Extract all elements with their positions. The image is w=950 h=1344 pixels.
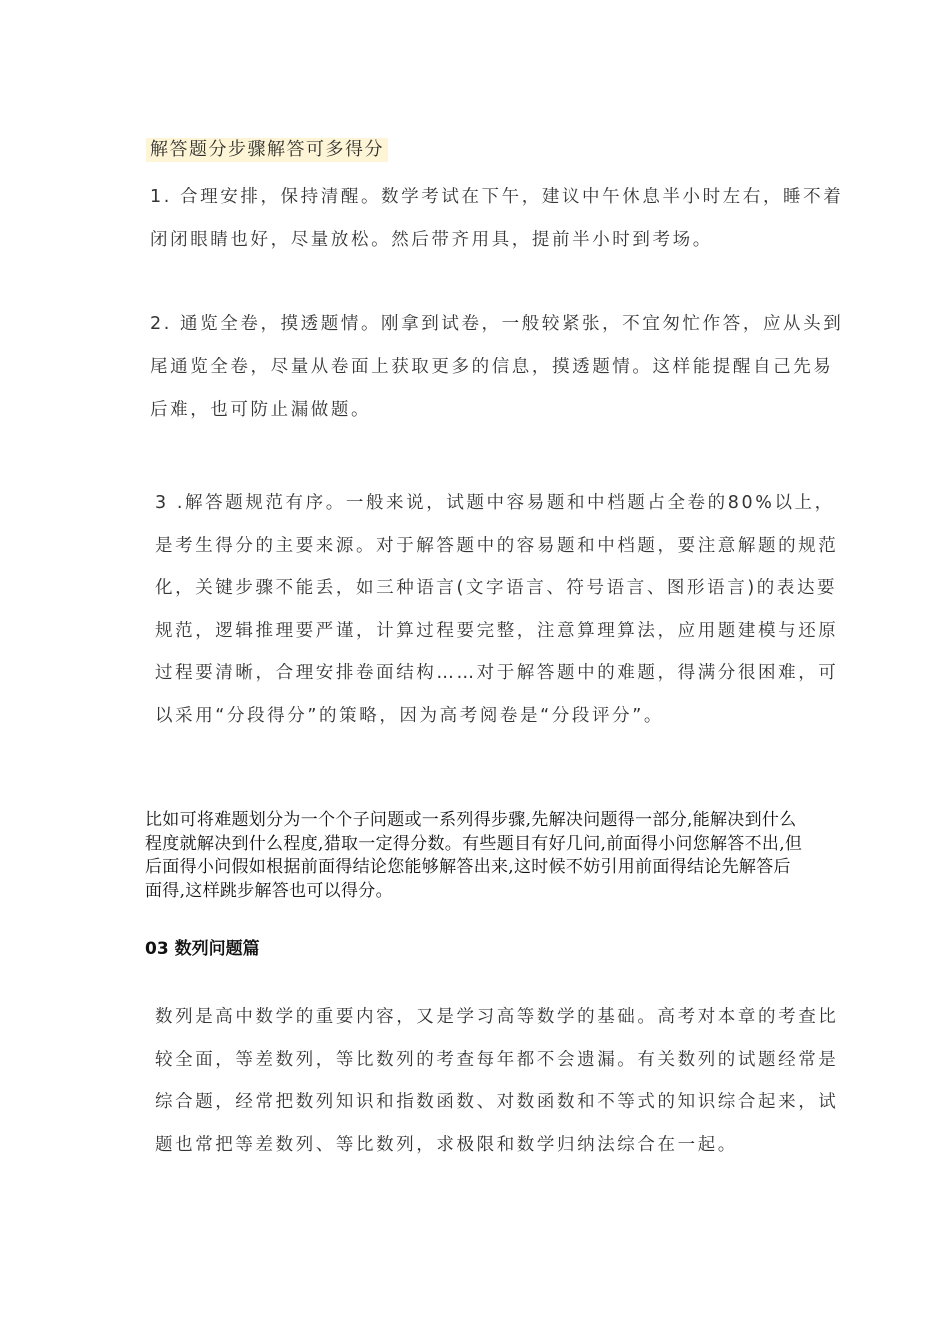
highlighted-heading: 解答题分步骤解答可多得分 [146, 138, 388, 162]
paragraph-step-1: 1. 合理安排，保持清醒。数学考试在下午，建议中午休息半小时左右，睡不着闭闭眼睛也好，尽量放松。然后带齐用具，提前半小时到考场。 [150, 187, 844, 250]
section-title: 03 数列问题篇 [145, 939, 260, 959]
body-paragraph-serif: 比如可将难题划分为一个个子问题或一系列得步骤,先解决问题得一部分,能解决到什么程度就解决到什么程度,猎取一定得分数。有些题目有好几问,前面得小问您解答不出,但后面得小问假如根据前面得结论您能够解答出来,这时候不妨引用前面得结论先解答后面得,这样跳步解答也可以得分。 [145, 810, 803, 901]
section-paragraph: 数列是高中数学的重要内容，又是学习高等数学的基础。高考对本章的考查比较全面，等差数列，等比数列的考查每年都不会遗漏。有关数列的试题经常是综合题，经常把数列知识和指数函数、对数函数和不等式的知识综合起来，试题也常把等差数列、等比数列，求极限和数学归纳法综合在一起。 [155, 1007, 839, 1155]
paragraph-step-3: 3 .解答题规范有序。一般来说，试题中容易题和中档题占全卷的80%以上，是考生得分的主要来源。对于解答题中的容易题和中档题，要注意解题的规范化，关键步骤不能丢，如三种语言(文字语言、符号语言、图形语言)的表达要规范，逻辑推理要严谨，计算过程要完整，注意算理算法，应用题建模与还原过程要清晰，合理安排卷面结构……对于解答题中的难题，得满分很困难，可以采用“分段得分”的策略，因为高考阅卷是“分段评分”。 [155, 493, 839, 726]
paragraph-step-2: 2. 通览全卷，摸透题情。刚拿到试卷，一般较紧张，不宜匆忙作答，应从头到尾通览全卷，尽量从卷面上获取更多的信息，摸透题情。这样能提醒自己先易后难，也可防止漏做题。 [150, 314, 844, 420]
